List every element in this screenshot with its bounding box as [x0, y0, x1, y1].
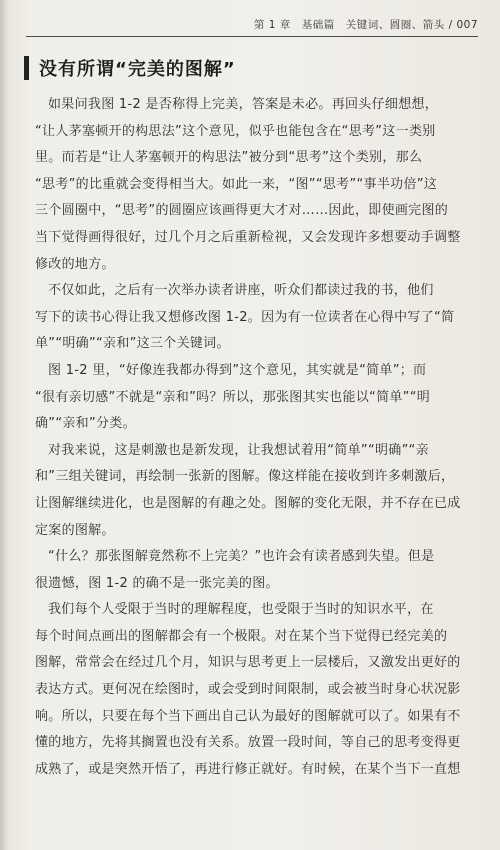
- text-line: 单”“明确”“亲和”这三个关键词。: [35, 336, 230, 352]
- paragraph: [35, 278, 467, 358]
- paragraph: [35, 597, 467, 783]
- text-line: “什么？那张图解竟然称不上完美？”也许会有读者感到失望。但是: [48, 549, 435, 565]
- section-heading: [24, 55, 236, 81]
- text-line: 写下的读书心得让我又想修改图 1-2。因为有一位读者在心得中写了“简: [35, 309, 455, 325]
- text-line: 不仅如此，之后有一次举办读者讲座，听众们都读过我的书，他们: [48, 283, 434, 299]
- paragraph: [35, 544, 467, 597]
- heading-bar-marker: [24, 56, 29, 80]
- text-line: 确”“亲和”分类。: [35, 416, 136, 432]
- text-line: “很有亲切感”不就是“亲和”吗？所以，那张图其实也能以“简单”“明: [35, 389, 431, 405]
- text-line: 定案的图解。: [35, 522, 115, 538]
- text-line: 让图解继续进化，也是图解的有趣之处。图解的变化无限，并不存在已成: [35, 495, 461, 511]
- text-line: 里。而若是“让人茅塞顿开的构思法”被分到“思考”这个类别，那么: [35, 150, 423, 166]
- text-line: 三个圆圈中，“思考”的圆圈应该画得更大才对……因此，即使画完图的: [35, 203, 449, 219]
- text-line: “让人茅塞顿开的构思法”这个意见，似乎也能包含在“思考”这一类别: [35, 123, 436, 139]
- text-line: 当下觉得画得很好，过几个月之后重新检视，又会发现许多想要动手调整: [35, 229, 461, 245]
- text-line: 表达方式。更何况在绘图时，或会受到时间限制，或会被当时身心状况影: [35, 682, 461, 698]
- text-line: 图 1-2 里，“好像连我都办得到”这个意见，其实就是“简单”；而: [48, 362, 427, 378]
- header-rule: [26, 36, 478, 37]
- spine-shadow: [0, 0, 8, 850]
- body-text: [35, 92, 467, 783]
- text-line: 响。所以，只要在每个当下画出自己认为最好的图解就可以了。如果有不: [35, 708, 461, 724]
- text-line: 修改的地方。: [35, 256, 115, 272]
- text-line: 成熟了，或是突然开悟了，再进行修正就好。有时候，在某个当下一直想: [35, 761, 461, 777]
- text-line: “思考”的比重就会变得相当大。如此一来，“图”“思考”“事半功倍”这: [35, 176, 438, 192]
- text-line: 对我来说，这是刺激也是新发现，让我想试着用“简单”“明确”“亲: [48, 442, 429, 458]
- paragraph: [35, 92, 467, 278]
- text-line: 每个时间点画出的图解都会有一个极限。对在某个当下觉得已经完美的: [35, 628, 448, 644]
- running-head: 第 1 章 基础篇 关键词、圆圈、箭头 / 007: [253, 19, 478, 31]
- text-line: 很遗憾，图 1-2 的确不是一张完美的图。: [35, 575, 279, 591]
- text-line: 和”三组关键词，再绘制一张新的图解。像这样能在接收到许多刺激后，: [35, 469, 455, 485]
- text-line: 如果问我图 1-2 是否称得上完美，答案是未必。再回头仔细想想，: [48, 97, 439, 112]
- paragraph: [35, 438, 467, 544]
- section-title: 没有所谓“完美的图解”: [39, 59, 236, 80]
- text-line: 懂的地方，先将其搁置也没有关系。放置一段时间，等自己的思考变得更: [35, 735, 461, 751]
- paragraph: [35, 358, 467, 438]
- text-line: 我们每个人受限于当时的理解程度，也受限于当时的知识水平，在: [48, 602, 434, 618]
- text-line: 图解，常常会在经过几个月，知识与思考更上一层楼后，又激发出更好的: [35, 655, 461, 671]
